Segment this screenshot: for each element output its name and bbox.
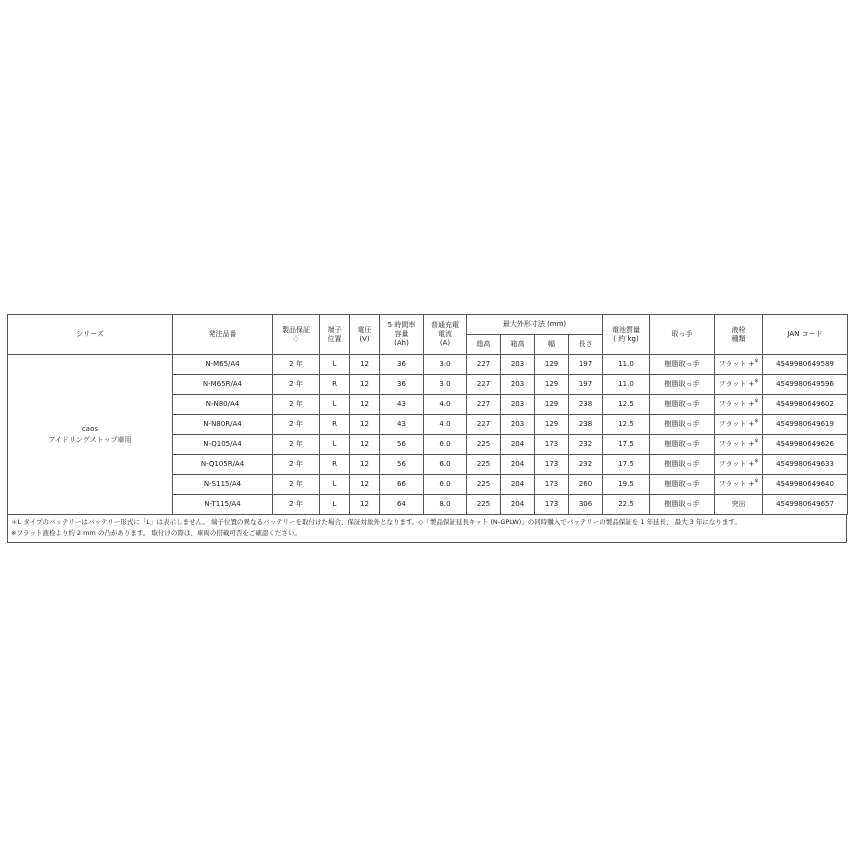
plug-type bbox=[715, 415, 763, 435]
terminal: L bbox=[320, 395, 350, 415]
length: 232 bbox=[569, 455, 603, 475]
total-height: 227 bbox=[467, 415, 501, 435]
header-terminal-l2: 位置 bbox=[327, 334, 342, 343]
terminal: L bbox=[320, 475, 350, 495]
header-charge-l2: 電流 bbox=[438, 330, 452, 338]
terminal: R bbox=[320, 375, 350, 395]
warranty: 2 年 bbox=[273, 495, 320, 515]
header-plug-l1: 液栓 bbox=[731, 325, 746, 334]
header-mass-l1: 電池質量 bbox=[612, 325, 641, 334]
plug-type-label: 突出 bbox=[731, 500, 746, 508]
length: 232 bbox=[569, 435, 603, 455]
mass: 11.0 bbox=[603, 375, 650, 395]
header-jan-label: JAN コード bbox=[787, 330, 823, 338]
voltage: 12 bbox=[350, 375, 380, 395]
plug-type-mark: ※ bbox=[754, 458, 759, 465]
width: 173 bbox=[535, 455, 569, 475]
plug-type bbox=[715, 435, 763, 455]
voltage: 12 bbox=[350, 395, 380, 415]
plug-type-label: フラット + bbox=[718, 380, 755, 388]
terminal: L bbox=[320, 355, 350, 375]
charge-current: 6.0 bbox=[424, 435, 467, 455]
jan-code: 4549980649589 bbox=[763, 355, 848, 375]
voltage: 12 bbox=[350, 435, 380, 455]
plug-type-mark: ※ bbox=[754, 418, 759, 425]
mass: 22.5 bbox=[603, 495, 650, 515]
plug-type-label: フラット + bbox=[718, 460, 755, 468]
header-voltage-l2: (V) bbox=[359, 334, 370, 343]
capacity: 43 bbox=[380, 415, 424, 435]
series-name: caos bbox=[81, 424, 99, 433]
footnote-warranty: ＊L タイプのバッテリーはバッテリー形式に「L」は表示しません。 端子位置の異なるバッテリーを取付けた場合、保証対象外となります。◇「製品保証延長キット (N-GPLW)」の同時購入でバッテリーの製品保証を 1 年延長、 最大 3 年になります。 bbox=[11, 518, 741, 526]
box-height: 203 bbox=[501, 375, 535, 395]
capacity: 64 bbox=[380, 495, 424, 515]
header-plug-type bbox=[715, 315, 763, 355]
header-series-label: シリーズ bbox=[76, 330, 104, 338]
capacity: 56 bbox=[380, 455, 424, 475]
plug-type-label: フラット + bbox=[718, 420, 755, 428]
capacity: 43 bbox=[380, 395, 424, 415]
plug-type bbox=[715, 375, 763, 395]
header-charge-l1: 普通充電 bbox=[431, 321, 459, 329]
length: 238 bbox=[569, 415, 603, 435]
plug-type-label: フラット + bbox=[718, 360, 755, 368]
header-voltage bbox=[350, 315, 380, 355]
box-height: 204 bbox=[501, 495, 535, 515]
footnote-plug: ※フラット液栓より約 2 mm の凸があります。 取付けの際は、車両の搭載可否をご確認ください。 bbox=[11, 529, 301, 537]
header-voltage-l1: 電圧 bbox=[357, 325, 372, 334]
warranty: 2 年 bbox=[273, 375, 320, 395]
warranty: 2 年 bbox=[273, 395, 320, 415]
plug-type-label: フラット + bbox=[718, 400, 755, 408]
box-height: 204 bbox=[501, 435, 535, 455]
charge-current: 4.0 bbox=[424, 395, 467, 415]
terminal: L bbox=[320, 495, 350, 515]
plug-type bbox=[715, 455, 763, 475]
terminal: R bbox=[320, 415, 350, 435]
total-height: 227 bbox=[467, 395, 501, 415]
total-height: 225 bbox=[467, 495, 501, 515]
handle: 樹脂取っ手 bbox=[650, 375, 715, 395]
series-description: アイドリングストップ車用 bbox=[48, 435, 132, 444]
capacity: 66 bbox=[380, 475, 424, 495]
header-dimensions bbox=[467, 315, 603, 335]
header-terminal-l1: 端子 bbox=[327, 325, 342, 334]
mass: 11.0 bbox=[603, 355, 650, 375]
battery-spec-table bbox=[7, 314, 848, 515]
product-code: N-M65R/A4 bbox=[173, 375, 273, 395]
header-row bbox=[8, 315, 848, 335]
product-code: N-N80/A4 bbox=[173, 395, 273, 415]
voltage: 12 bbox=[350, 415, 380, 435]
mass: 17.5 bbox=[603, 435, 650, 455]
table-row bbox=[8, 355, 848, 375]
total-height: 225 bbox=[467, 475, 501, 495]
width: 173 bbox=[535, 475, 569, 495]
jan-code: 4549980649619 bbox=[763, 415, 848, 435]
plug-type-label: フラット + bbox=[718, 480, 755, 488]
charge-current: 8.0 bbox=[424, 495, 467, 515]
product-code: N-S115/A4 bbox=[173, 475, 273, 495]
header-charge-current bbox=[424, 315, 467, 355]
warranty: 2 年 bbox=[273, 455, 320, 475]
capacity: 56 bbox=[380, 435, 424, 455]
battery-spec-table-container bbox=[7, 314, 847, 543]
header-total-height: 総高 bbox=[467, 335, 501, 355]
warranty: 2 年 bbox=[273, 475, 320, 495]
product-code: N-N80R/A4 bbox=[173, 415, 273, 435]
box-height: 204 bbox=[501, 475, 535, 495]
handle: 樹脂取っ手 bbox=[650, 435, 715, 455]
header-capacity-l1: 5 時間率 bbox=[387, 321, 416, 329]
header-mass-l2: ( 約 kg) bbox=[613, 334, 639, 343]
header-handle-label: 取っ手 bbox=[671, 330, 693, 338]
length: 197 bbox=[569, 375, 603, 395]
table-body bbox=[8, 355, 848, 515]
width: 173 bbox=[535, 495, 569, 515]
mass: 12.5 bbox=[603, 415, 650, 435]
mass: 19.5 bbox=[603, 475, 650, 495]
product-code: N-Q105R/A4 bbox=[173, 455, 273, 475]
header-warranty-label: 製品保証 bbox=[282, 325, 310, 334]
voltage: 12 bbox=[350, 355, 380, 375]
series-cell bbox=[8, 355, 173, 515]
charge-current: 4.0 bbox=[424, 415, 467, 435]
width: 129 bbox=[535, 395, 569, 415]
plug-type-mark: ※ bbox=[754, 378, 759, 385]
total-height: 225 bbox=[467, 435, 501, 455]
jan-code: 4549980649657 bbox=[763, 495, 848, 515]
jan-code: 4549980649640 bbox=[763, 475, 848, 495]
header-product-code-label: 発注品番 bbox=[208, 330, 237, 338]
plug-type bbox=[715, 495, 763, 515]
box-height: 204 bbox=[501, 455, 535, 475]
handle: 樹脂取っ手 bbox=[650, 495, 715, 515]
voltage: 12 bbox=[350, 495, 380, 515]
terminal: L bbox=[320, 435, 350, 455]
voltage: 12 bbox=[350, 455, 380, 475]
plug-type-mark: ※ bbox=[754, 438, 759, 445]
header-box-height: 箱高 bbox=[501, 335, 535, 355]
width: 129 bbox=[535, 415, 569, 435]
mass: 17.5 bbox=[603, 455, 650, 475]
plug-type-label: フラット + bbox=[718, 440, 755, 448]
header-capacity-l3: (Ah) bbox=[394, 339, 409, 347]
length: 197 bbox=[569, 355, 603, 375]
header-width: 幅 bbox=[535, 335, 569, 355]
header-mass bbox=[603, 315, 650, 355]
mass: 12.5 bbox=[603, 395, 650, 415]
charge-current: 6.0 bbox=[424, 455, 467, 475]
handle: 樹脂取っ手 bbox=[650, 415, 715, 435]
header-capacity bbox=[380, 315, 424, 355]
capacity: 36 bbox=[380, 355, 424, 375]
width: 129 bbox=[535, 375, 569, 395]
warranty: 2 年 bbox=[273, 355, 320, 375]
product-code: N-Q105/A4 bbox=[173, 435, 273, 455]
box-height: 203 bbox=[501, 395, 535, 415]
total-height: 225 bbox=[467, 455, 501, 475]
header-capacity-l2: 容量 bbox=[394, 330, 409, 338]
header-dimensions-label: 最大外形寸法 (mm) bbox=[502, 320, 567, 328]
width: 129 bbox=[535, 355, 569, 375]
warranty: 2 年 bbox=[273, 435, 320, 455]
charge-current: 3.0 bbox=[424, 375, 467, 395]
header-product-code bbox=[173, 315, 273, 355]
plug-type-mark: ※ bbox=[754, 358, 759, 365]
header-series bbox=[8, 315, 173, 355]
handle: 樹脂取っ手 bbox=[650, 475, 715, 495]
plug-type-mark: ※ bbox=[754, 398, 759, 405]
header-charge-l3: (A) bbox=[439, 339, 451, 347]
plug-type bbox=[715, 355, 763, 375]
header-jan-code bbox=[763, 315, 848, 355]
plug-type-mark: ※ bbox=[754, 478, 759, 485]
header-handle bbox=[650, 315, 715, 355]
warranty: 2 年 bbox=[273, 415, 320, 435]
charge-current: 6.0 bbox=[424, 475, 467, 495]
handle: 樹脂取っ手 bbox=[650, 455, 715, 475]
footnotes bbox=[7, 515, 847, 543]
capacity: 36 bbox=[380, 375, 424, 395]
jan-code: 4549980649626 bbox=[763, 435, 848, 455]
charge-current: 3.0 bbox=[424, 355, 467, 375]
plug-type bbox=[715, 475, 763, 495]
handle: 樹脂取っ手 bbox=[650, 355, 715, 375]
length: 260 bbox=[569, 475, 603, 495]
header-plug-l2: 種類 bbox=[731, 334, 746, 343]
header-warranty bbox=[273, 315, 320, 355]
jan-code: 4549980649596 bbox=[763, 375, 848, 395]
box-height: 203 bbox=[501, 355, 535, 375]
jan-code: 4549980649602 bbox=[763, 395, 848, 415]
voltage: 12 bbox=[350, 475, 380, 495]
header-terminal bbox=[320, 315, 350, 355]
jan-code: 4549980649633 bbox=[763, 455, 848, 475]
total-height: 227 bbox=[467, 375, 501, 395]
handle: 樹脂取っ手 bbox=[650, 395, 715, 415]
header-length: 長さ bbox=[569, 335, 603, 355]
length: 238 bbox=[569, 395, 603, 415]
product-code: N-M65/A4 bbox=[173, 355, 273, 375]
box-height: 203 bbox=[501, 415, 535, 435]
terminal: R bbox=[320, 455, 350, 475]
plug-type bbox=[715, 395, 763, 415]
product-code: N-T115/A4 bbox=[173, 495, 273, 515]
length: 306 bbox=[569, 495, 603, 515]
warranty-mark: ◇ bbox=[293, 334, 299, 343]
total-height: 227 bbox=[467, 355, 501, 375]
width: 173 bbox=[535, 435, 569, 455]
